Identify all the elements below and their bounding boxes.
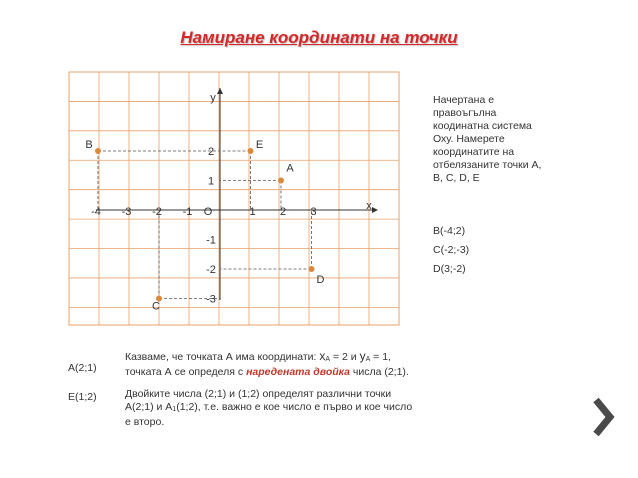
y-tick-label: 2 bbox=[207, 146, 215, 158]
explanation-text: (1;2), т.е. важно е кое число е първо и кое число bbox=[176, 401, 413, 413]
x-tick-label: 1 bbox=[249, 206, 256, 218]
grid-border bbox=[69, 72, 399, 325]
explanation-text: числа (2;1). bbox=[349, 366, 409, 378]
explanation-line bbox=[125, 401, 445, 416]
explanation-text: А(2;1) и А bbox=[125, 401, 173, 413]
point-label-d: D bbox=[316, 274, 325, 286]
y-axis-label: y bbox=[210, 92, 216, 104]
point-e bbox=[248, 148, 254, 154]
point-label-a: A bbox=[286, 162, 294, 175]
x-axis-arrow bbox=[372, 207, 378, 213]
answer-a: А(2;1) bbox=[68, 362, 97, 374]
subscript: A bbox=[365, 356, 371, 363]
x-tick-label: -2 bbox=[152, 206, 162, 218]
task-line: Начертана е bbox=[433, 94, 495, 106]
y-tick-label: -2 bbox=[206, 264, 216, 276]
task-line: отбелязаните точки А, bbox=[433, 159, 542, 171]
explanation-text: = 1, bbox=[370, 351, 391, 363]
y-tick-label: -1 bbox=[206, 234, 216, 247]
task-line: Оху. Намерете bbox=[433, 133, 505, 145]
slide-title: Намиране координати на точки bbox=[180, 28, 458, 47]
answer-b: В(-4;2) bbox=[433, 225, 466, 237]
answer-e: Е(1;2) bbox=[68, 391, 97, 403]
point-d bbox=[309, 266, 315, 272]
task-line: правоъгълна bbox=[433, 107, 497, 119]
task-line: коодинатна система bbox=[433, 120, 532, 132]
subscript: A bbox=[325, 356, 331, 363]
x-tick-label: 2 bbox=[279, 206, 287, 218]
explanation-paragraph-1 bbox=[125, 350, 445, 379]
x-axis-label: x bbox=[366, 200, 372, 212]
point-a bbox=[278, 178, 284, 184]
x-tick-label: -4 bbox=[91, 206, 101, 218]
explanation-text: Казваме, че точката А има координати: bbox=[125, 351, 320, 363]
explanation-line: е второ. bbox=[125, 416, 165, 428]
task-text bbox=[433, 94, 541, 185]
point-label-c: C bbox=[152, 300, 160, 313]
var-x: x bbox=[319, 349, 326, 363]
subscript: 1 bbox=[172, 406, 177, 413]
x-tick-label: 3 bbox=[310, 206, 317, 218]
point-label-b: B bbox=[85, 139, 93, 151]
answer-c: С(-2;-3) bbox=[433, 244, 470, 256]
point-label-e: E bbox=[255, 139, 264, 151]
explanation-text: = 2 и bbox=[330, 351, 360, 363]
var-y: y bbox=[359, 349, 366, 363]
y-axis-arrow bbox=[217, 88, 223, 94]
explanation-line bbox=[125, 350, 445, 366]
x-tick-label: -1 bbox=[182, 206, 193, 218]
highlighted-term: наредената двойка bbox=[246, 366, 350, 378]
chevron-right-icon[interactable] bbox=[588, 397, 618, 437]
task-line: В, С, D, Е bbox=[433, 172, 480, 184]
point-b bbox=[95, 148, 101, 154]
explanation-line: Двойките числа (2;1) и (1;2) определят различни точки bbox=[125, 388, 392, 400]
y-tick-label: 1 bbox=[207, 175, 215, 188]
x-tick-label: -3 bbox=[121, 206, 132, 218]
origin-label: O bbox=[203, 206, 213, 218]
task-line: координатите на bbox=[433, 146, 515, 158]
answer-d: D(3;-2) bbox=[433, 263, 466, 275]
y-tick-label: -3 bbox=[206, 293, 216, 306]
explanation-paragraph-2 bbox=[125, 388, 445, 429]
explanation-text: точката А се определя с bbox=[125, 366, 247, 378]
explanation-line bbox=[125, 366, 445, 379]
